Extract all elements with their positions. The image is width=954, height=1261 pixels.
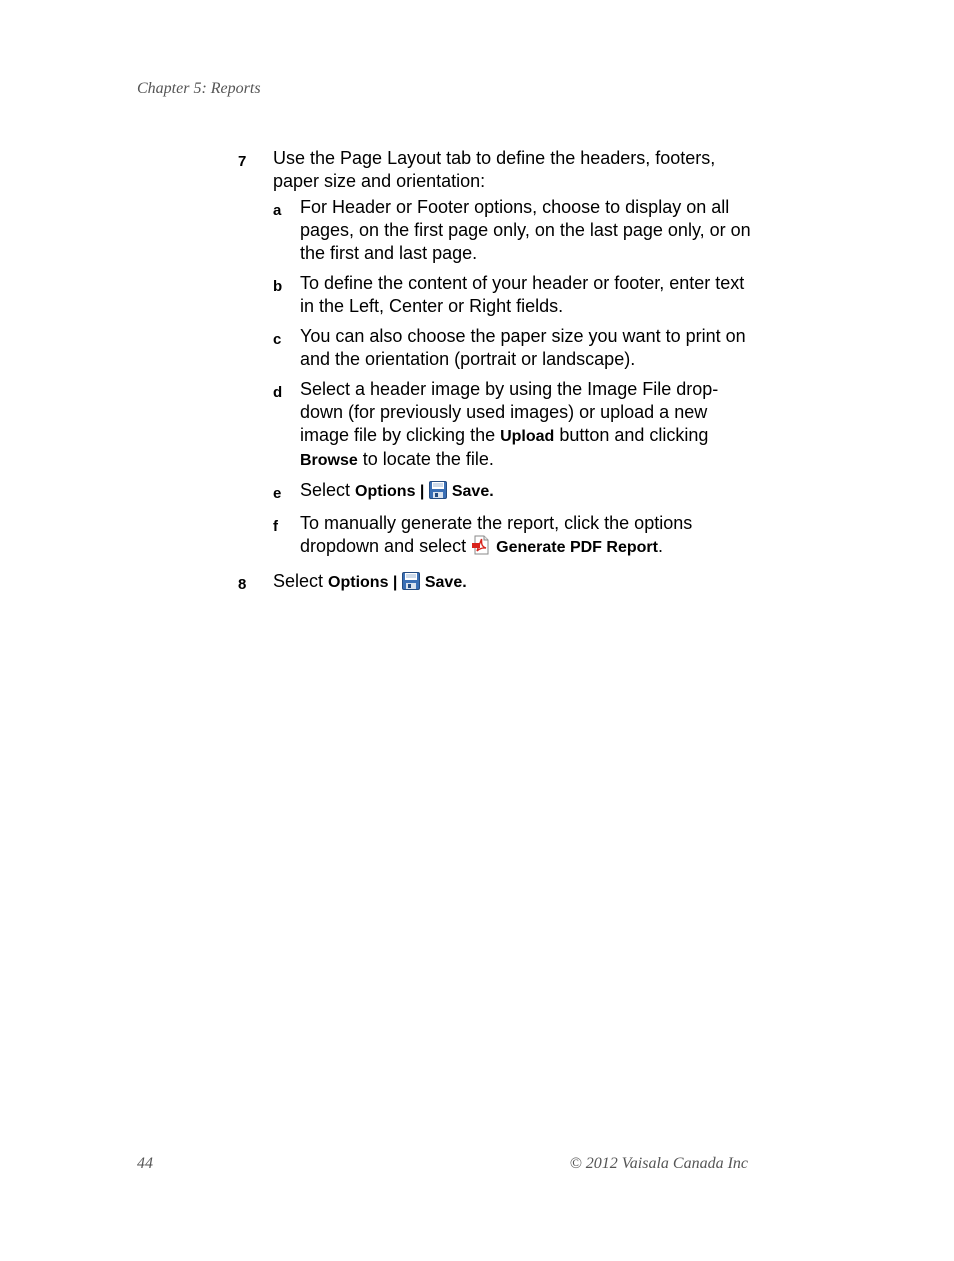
upload-button-ref: Upload (500, 428, 555, 445)
substep-text: For Header or Footer options, choose to display on all pages, on the first page only, on the last page only, or on the first and last page. (300, 197, 751, 263)
save-icon (429, 481, 447, 505)
substep-text: To define the content of your header or footer, enter text in the Left, Center or Right fields. (300, 273, 745, 316)
step-text: Use the Page Layout tab to define the headers, footers, paper size and orientation: (273, 148, 716, 191)
save-icon (402, 572, 420, 596)
step-7 (238, 147, 758, 561)
save-menu-item-ref: Save. (424, 574, 467, 591)
step-text-part: Select (273, 571, 329, 591)
substep-b (273, 272, 758, 318)
pdf-icon (471, 535, 491, 561)
step-number: 8 (238, 576, 247, 593)
browse-button-ref: Browse (300, 452, 358, 469)
substep-text-part: Select (300, 480, 356, 500)
generate-pdf-report-ref: Generate PDF Report (496, 539, 658, 556)
substep-text (300, 512, 752, 561)
options-menu-ref: Options | (328, 574, 402, 591)
substep-letter: c (273, 331, 282, 348)
step-text (273, 570, 758, 596)
substep-d (273, 378, 758, 472)
substep-letter: f (273, 518, 278, 535)
substep-f (273, 512, 758, 561)
substep-text: You can also choose the paper size you want to print on and the orientation (portrait or landscape). (300, 326, 746, 369)
substep-text-part: . (657, 536, 663, 556)
options-menu-ref: Options | (355, 483, 429, 500)
substep-letter: d (273, 384, 283, 401)
substep-letter: b (273, 278, 283, 295)
page-number: 44 (137, 1155, 153, 1172)
substep-text-part: button and clicking (554, 425, 709, 445)
substep-text-part: To manually generate the report, click the options dropdown and select (300, 513, 693, 556)
substep-letter: e (273, 485, 282, 502)
substep-text (300, 378, 752, 472)
substep-text-part: Select a header image by using the Image File drop-down (for previously used images) or upload a new image file by clicking the (300, 379, 719, 445)
substep-letter: a (273, 202, 282, 219)
substep-e (273, 479, 758, 505)
substep-a (273, 196, 758, 265)
copyright-notice: © 2012 Vaisala Canada Inc (569, 1155, 748, 1172)
substep-text-part: to locate the file. (357, 449, 494, 469)
step-number: 7 (238, 153, 247, 170)
step-8 (238, 570, 758, 596)
substep-c (273, 325, 758, 371)
running-head: Chapter 5: Reports (137, 80, 261, 97)
save-menu-item-ref: Save. (451, 483, 494, 500)
substep-text (300, 479, 752, 505)
